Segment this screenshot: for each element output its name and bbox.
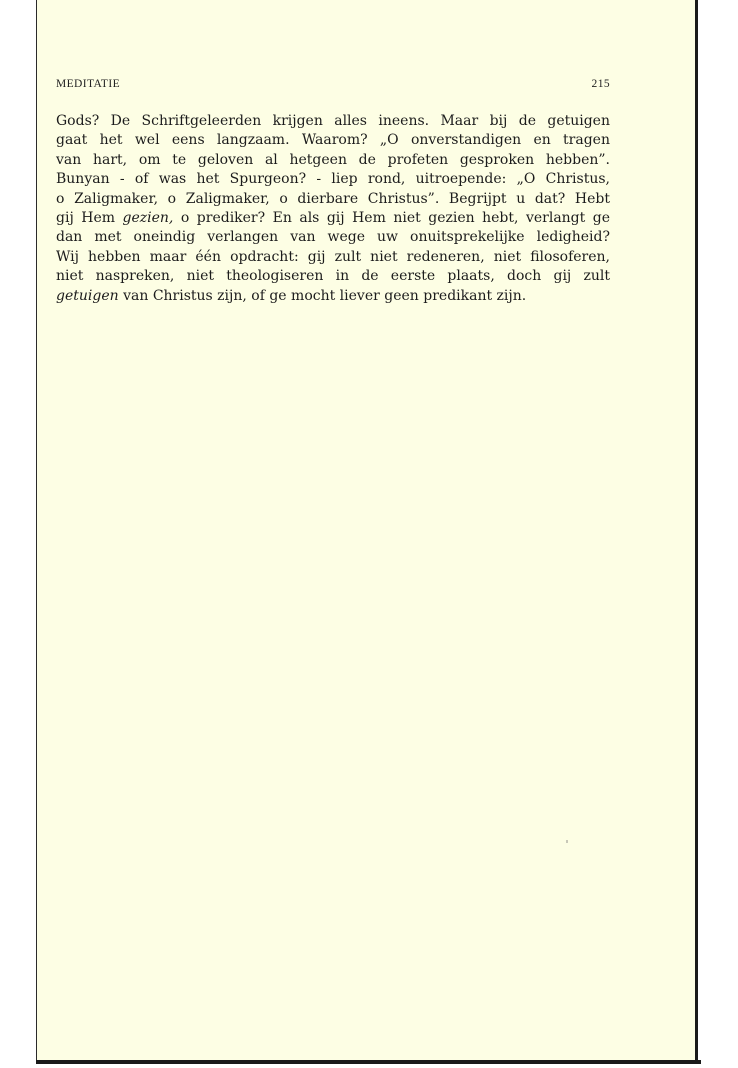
text-line	[56, 209, 610, 228]
text-line: Wij hebben maar één opdracht: gij zult niet redeneren, niet filosoferen,	[56, 248, 610, 265]
text-line	[56, 287, 610, 306]
running-head-title: MEDITATIE	[56, 78, 120, 90]
text-line: Gods? De Schriftgeleerden krijgen alles ineens. Maar bij de getuigen	[56, 113, 610, 129]
italic-word: gezien,	[122, 209, 174, 226]
text-segment: o prediker? En als gij Hem niet gezien hebt, verlangt ge	[173, 209, 611, 226]
text-line: van hart, om te geloven al hetgeen de profeten gesproken hebben”.	[56, 151, 610, 168]
text-line: Bunyan - of was het Spurgeon? - liep rond, uitroepende: „O Christus,	[56, 171, 610, 188]
page-bottom-edge	[36, 1060, 701, 1064]
italic-word: getuigen	[56, 287, 119, 304]
text-segment: van Christus zijn, of ge mocht liever geen predikant zijn.	[118, 287, 527, 304]
text-line: dan met oneindig verlangen van wege uw onuitsprekelijke ledigheid?	[56, 229, 610, 246]
text-line: o Zaligmaker, o Zaligmaker, o dierbare Christus”. Begrijpt u dat? Hebt	[56, 190, 610, 207]
scan-speck	[566, 840, 568, 843]
running-head	[56, 78, 610, 94]
body-paragraph	[56, 112, 610, 306]
page-number: 215	[591, 78, 610, 90]
text-segment: gij Hem	[56, 209, 123, 226]
text-line: niet naspreken, niet theologiseren in de eerste plaats, doch gij zult	[56, 268, 610, 285]
text-line: gaat het wel eens langzaam. Waarom? „O onverstandigen en tragen	[56, 132, 610, 149]
